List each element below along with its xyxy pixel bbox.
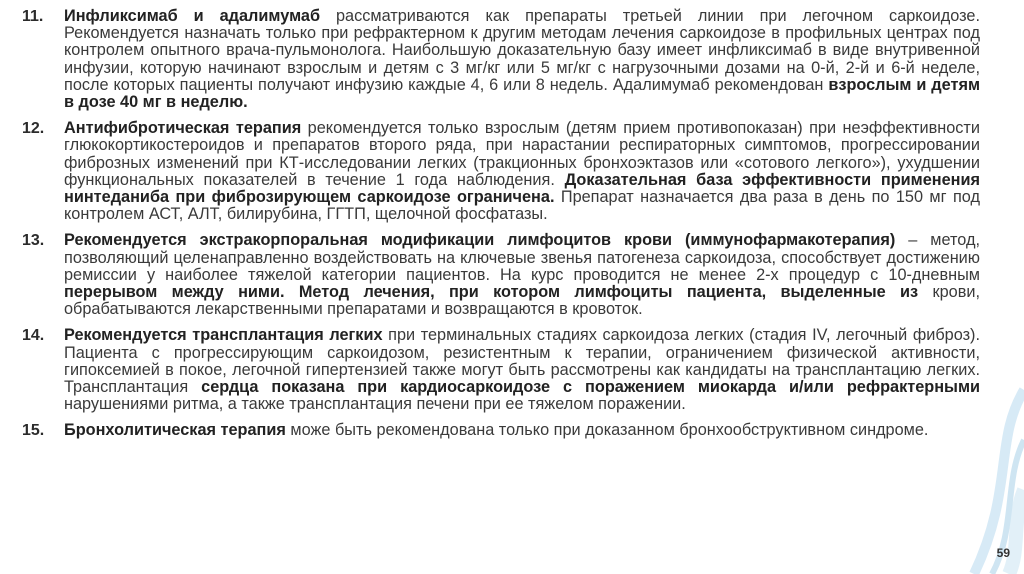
item-text-bold: Антифибротическая терапия [64,119,302,138]
item-text-regular: Препарат назначается два раза в день по 150 мг под контролем АСТ, АЛТ, билирубина, ГГТП, щелочной фосфатазы. [64,188,980,224]
list-item-12 [22,120,980,223]
item-text-regular: нарушениями ритма, а также трансплантация печени при ее тяжелом поражении. [64,395,686,414]
list-item-11 [22,8,980,111]
item-text-bold: Рекомендуется экстракорпоральная модификации лимфоцитов крови (иммунофармакотерапия) [64,231,896,250]
item-text-bold: взрослым и детям в дозе 40 мг в неделю. [64,75,980,112]
item-text-regular: крови, обрабатываются лекарственными препаратами и возвращаются в кровоток. [64,283,980,319]
item-text-bold: Бронхолитическая терапия [64,421,286,440]
item-text [64,232,980,318]
item-number: 13. [22,232,45,250]
list-item-14 [22,327,980,413]
item-text [64,8,980,111]
list-item-13 [22,232,980,318]
item-number: 11. [22,8,44,25]
item-text-regular: рассматриваются как препараты третьей линии при легочном саркоидозе. Рекомендуется назначать только при рефрактерном к другим методам лечения саркоидозе в профильных центрах под контролем опытного врача-пульмонолога. Наибольшую доказательную базу имеет инфликсимаб в виде внутривенной инфузии, которую начинают взрослым и детям с 3 мг/кг или 5 мг/кг с нагрузочными дозами на 0-й, 2-й и 6-й неделе, после которых пациенты получают инфузию каждые 4, 6 или 8 недель. Адалимумаб рекомендован [64,7,980,94]
item-number: 12. [22,120,45,138]
item-text-bold: сердца показана при кардиосаркоидозе с поражением миокарда и/или рефрактерными [201,378,980,397]
page-number: 59 [996,546,1010,560]
item-text-bold: перерывом между ними. Метод лечения, при котором лимфоциты пациента, выделенные из [64,283,919,302]
item-text-bold: Инфликсимаб и адалимумаб [64,7,321,25]
item-text-regular: при терминальных стадиях саркоидоза легких (стадия IV, легочный фиброз). Пациента с прогрессирующим саркоидозом, резистентным к терапии, ограничением физической активности, гипоксемией в покое, легочной гипертензией также могут быть рассмотрены как кандидаты на трансплантацию легких. Трансплантация [64,326,980,397]
item-text [64,327,980,413]
item-text-regular: – метод, позволяющий целенаправленно воздействовать на ключевые звенья патогенеза саркоидоза, способствует достижению ремиссии у наиболее тяжелой категории пациентов. На курс проводится не менее 2-х процедур с 10-дневным [64,231,980,284]
item-text-regular: може быть рекомендована только при доказанном бронхообструктивном синдроме. [285,421,929,440]
item-text-bold: Рекомендуется трансплантация легких [64,326,383,345]
item-number: 14. [22,327,45,345]
item-text [64,120,980,223]
decorative-wave-stroke [1009,490,1024,574]
item-text-bold: Доказательная база эффективности применения нинтеданиба при фиброзирующем саркоидозе ограничена. [64,170,980,207]
item-text [64,422,980,439]
numbered-list [22,8,980,449]
list-item-15 [22,422,980,439]
item-number: 15. [22,422,45,440]
item-text-regular: рекомендуется только взрослым (детям прием противопоказан) при неэффективности глюкокортикостероидов и препаратов второго ряда, при нарастании респираторных симптомов, прогрессировании фиброзных изменений при КТ-исследовании легких (тракционных бронхоэктазов или «сотового легкого»), ухудшении функциональных показателей в течение 1 года наблюдения. [64,119,980,189]
